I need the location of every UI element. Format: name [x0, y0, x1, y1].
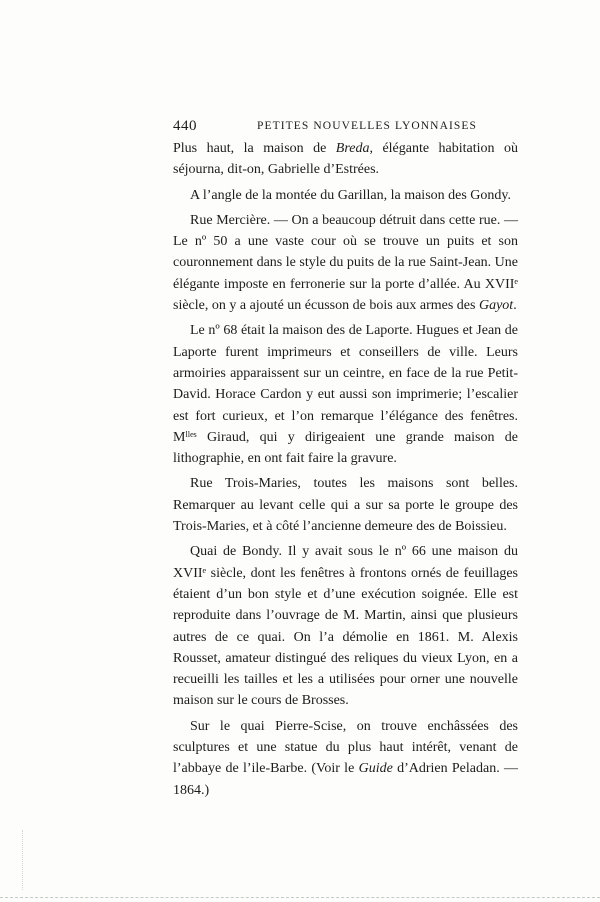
text-segment: Rue Trois-Maries, toutes les maisons sont belles. Remarquer au levant celle qui a sur sa porte le groupe des Trois-Maries, et à côté l’ancienne demeure des de Boissieu.: [173, 476, 518, 535]
text-segment: d’Adrien Peladan. — 1864.): [173, 761, 518, 798]
text-segment: Plus haut, la maison de: [173, 141, 336, 156]
paragraph-trois-maries: [173, 473, 518, 537]
paragraph-rue-merciere: [173, 210, 518, 316]
italic-segment: Guide: [358, 761, 393, 777]
text-segment: , élégante habitation où séjourna, dit-on, Gabrielle d’Estrées.: [173, 141, 518, 178]
paragraph-quai-de-bondy: [173, 541, 518, 711]
italic-segment: Gayot: [478, 298, 514, 314]
paragraph-gondy: [173, 185, 518, 206]
text-segment: A l’angle de la montée du Garillan, la maison des Gondy.: [190, 187, 512, 203]
paragraph-breda: [173, 138, 518, 181]
italic-segment: Breda: [335, 141, 370, 156]
paragraph-pierre-scise: [173, 716, 518, 801]
running-title: PETITES NOUVELLES LYONNAISES: [257, 120, 478, 132]
body-text: [173, 138, 518, 805]
paragraph-laporte: [173, 320, 518, 469]
page-number: 440: [173, 118, 197, 134]
text-segment: .: [513, 298, 517, 314]
text-segment: Rue Mercière. — On a beaucoup détruit dans cette rue. — Le nº 50 a une vaste cour où se trouve un puits et son couronnement dans le style du puits de la rue Saint-Jean. Une élégante imposte en ferronerie sur la porte d’allée. Au XVIIᵉ siècle, on y a ajouté un écusson de bois aux armes des: [173, 212, 518, 314]
running-head: [173, 118, 518, 138]
text-segment: Quai de Bondy. Il y avait sous le nº 66 une maison du XVIIᵉ siècle, dont les fenêtres à frontons ornés de feuillages étaient d’un bon style et d’une exécution soignée. Elle est reproduite dans l’ouvrage de M. Martin, ainsi que plusieurs autres de ce quai. On l’a démolie en 1861. M. Alexis Rousset, amateur distingué des reliques du vieux Lyon, en a recueilli les tailles et les a utilisées pour orner une nouvelle maison sur le cours de Brosses.: [173, 544, 518, 709]
page-bottom-edge: [0, 897, 600, 898]
text-segment: Sur le quai Pierre-Scise, on trouve enchâssées des sculptures et une statue du plus haut intérêt, venant de l’abbaye de l’ile-Barbe. (Voir le: [173, 718, 518, 777]
gutter-mark: [22, 830, 23, 890]
text-segment: Le nº 68 était la maison des de Laporte. Hugues et Jean de Laporte furent imprimeurs et conseillers de ville. Leurs armoiries apparaissent sur un ceintre, en face de la rue Petit-David. Horace Cardon y eut aussi son imprimerie; l’escalier est fort curieux, et l’on remarque l’élégance des fenêtres. Mˡˡᵉˢ Giraud, qui y dirigeaient une grande maison de lithographie, en ont fait faire la gravure.: [173, 323, 518, 467]
